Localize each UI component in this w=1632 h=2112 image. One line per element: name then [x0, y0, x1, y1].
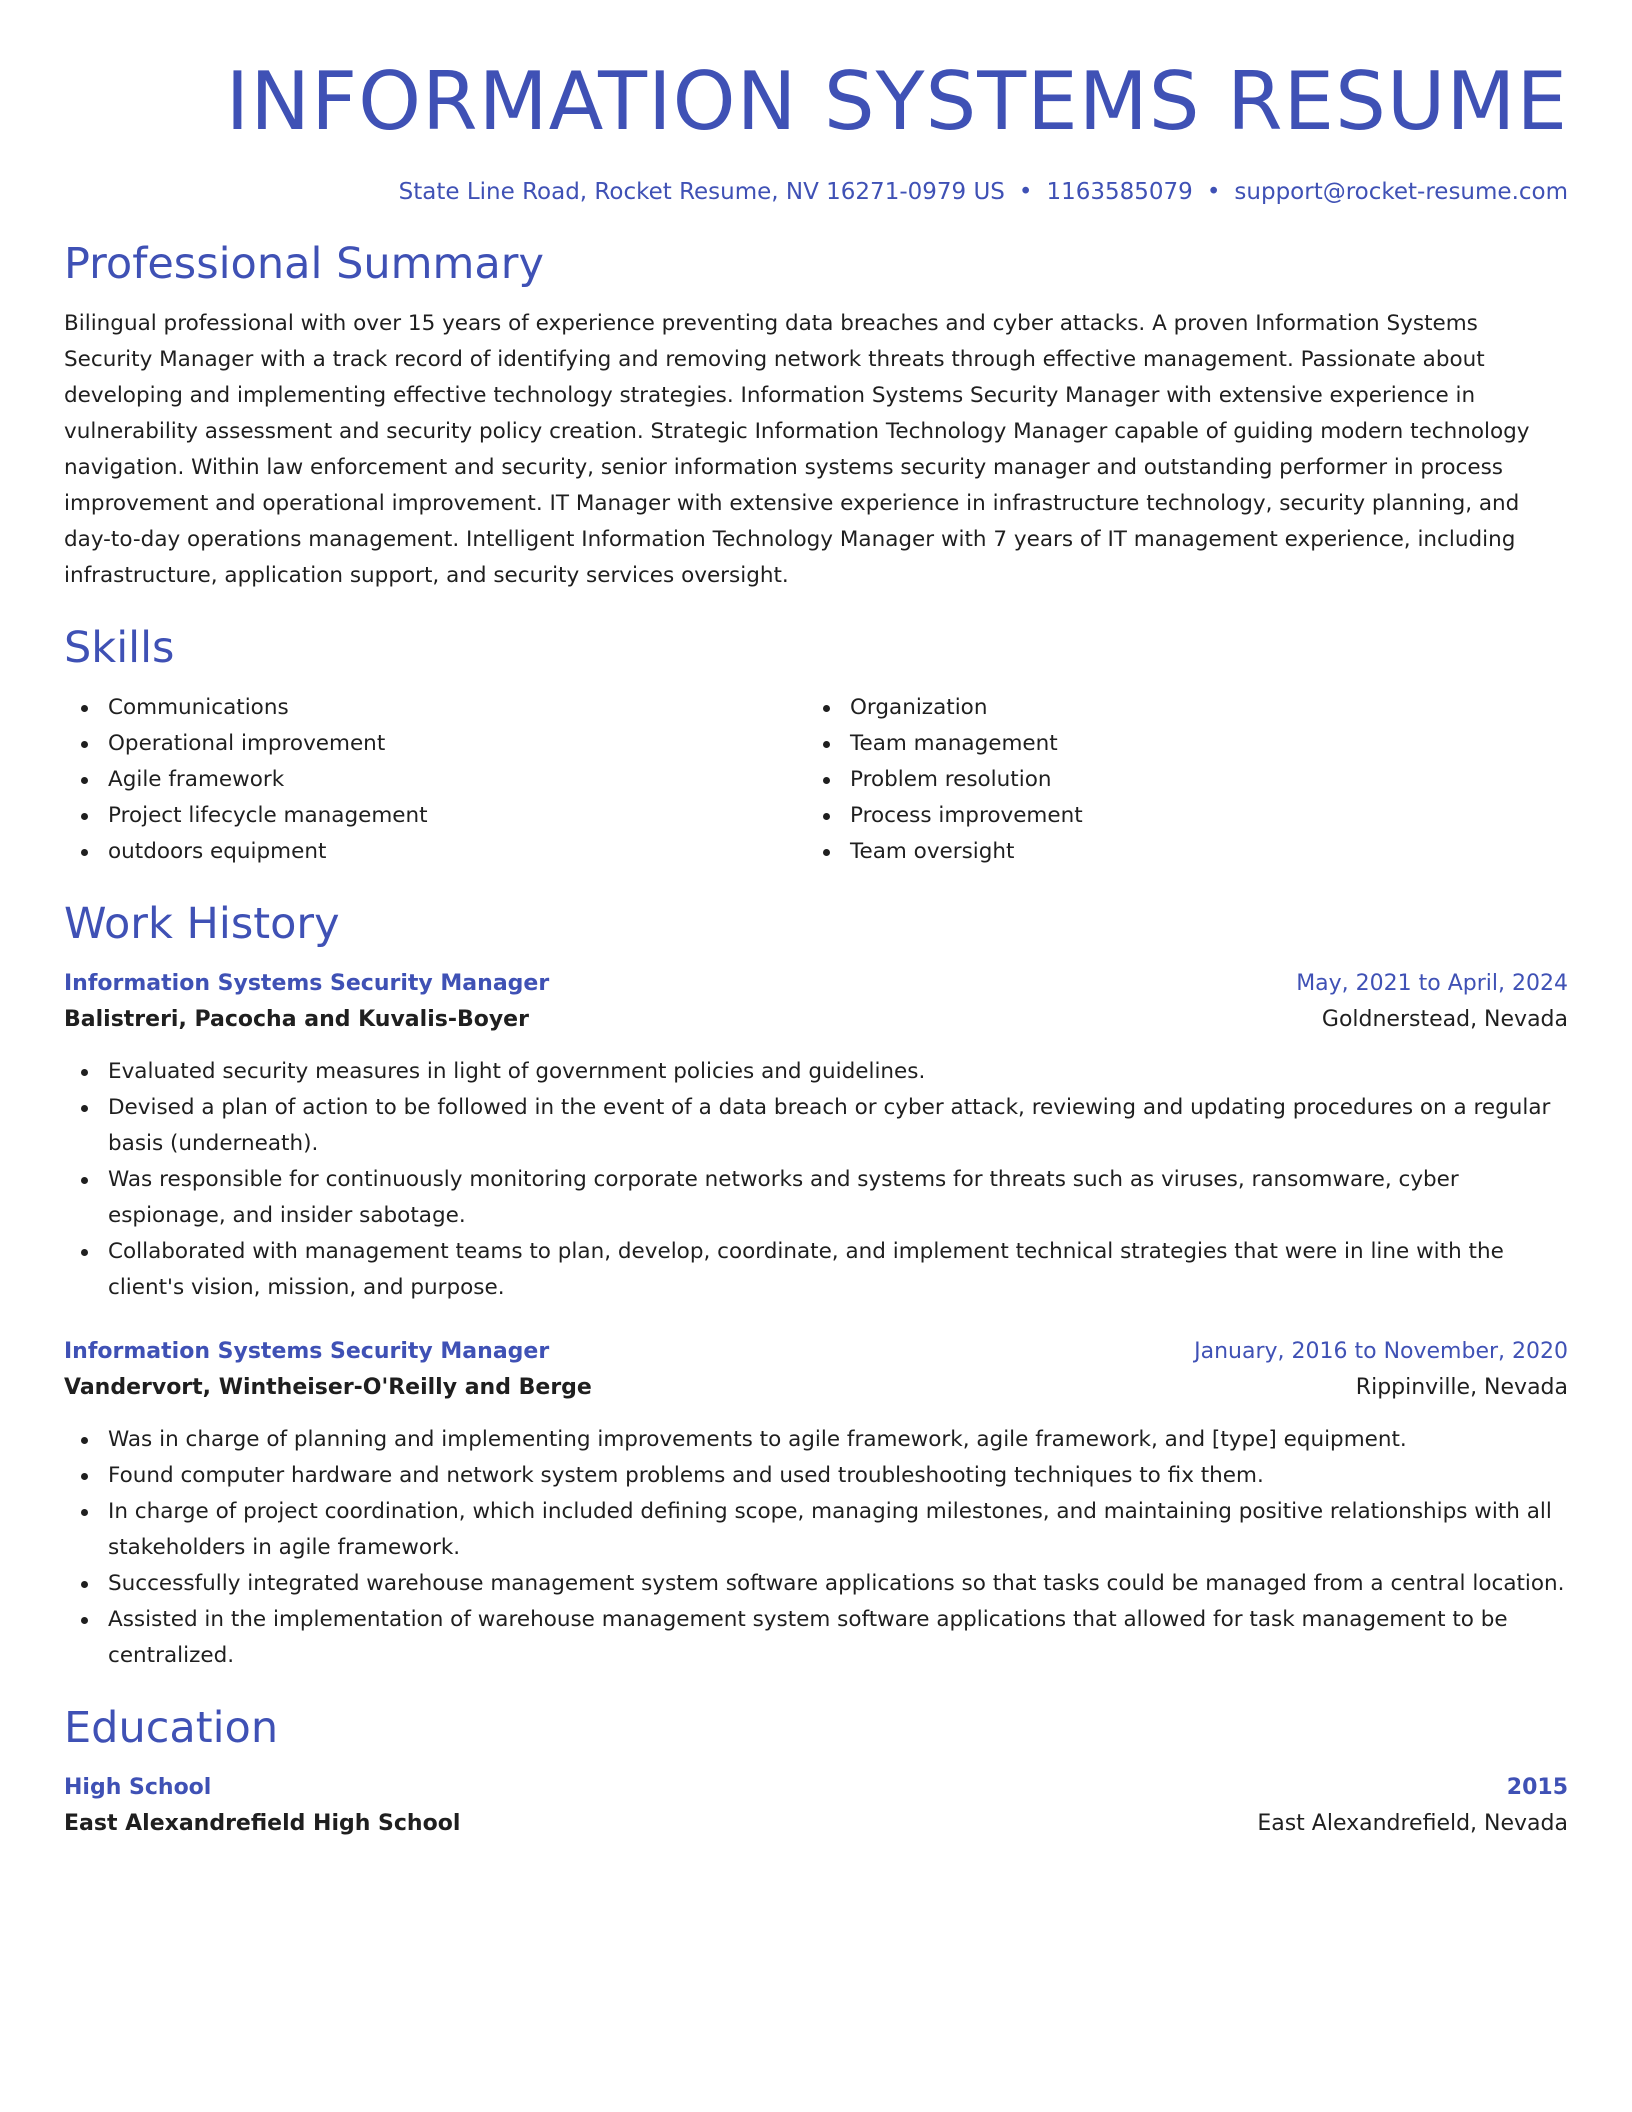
skill-item: Team oversight: [806, 834, 1548, 870]
skill-item: Project lifecycle management: [64, 798, 806, 834]
job-dates: May, 2021 to April, 2024: [1296, 971, 1568, 996]
job-bullet: In charge of project coordination, which included defining scope, managing milestones, and maintaining positive relationships with all stakeholders in agile framework.: [64, 1494, 1568, 1566]
education-heading: Education: [64, 1703, 279, 1753]
job-entry: [64, 1334, 1568, 1674]
job-entry: [64, 966, 1568, 1306]
job-location: Rippinville, Nevada: [1355, 1375, 1568, 1400]
job-subheader: [64, 1370, 1568, 1406]
job-company: Balistreri, Pacocha and Kuvalis-Boyer: [64, 1007, 529, 1032]
job-subheader: [64, 1002, 1568, 1038]
job-bullets: [64, 1422, 1568, 1674]
work-history-heading: Work History: [64, 899, 340, 949]
education-location: East Alexandrefield, Nevada: [1257, 1811, 1568, 1836]
job-role: Information Systems Security Manager: [64, 971, 550, 996]
skills-column-right: [806, 690, 1548, 870]
education-subheader: [64, 1806, 1568, 1842]
skill-item: outdoors equipment: [64, 834, 806, 870]
skill-item: Process improvement: [806, 798, 1548, 834]
skill-item: Agile framework: [64, 762, 806, 798]
job-role: Information Systems Security Manager: [64, 1339, 550, 1364]
education-year: 2015: [1506, 1775, 1568, 1800]
job-bullet: Devised a plan of action to be followed in the event of a data breach or cyber attack, reviewing and updating procedures on a regular basis (underneath).: [64, 1090, 1568, 1162]
job-dates: January, 2016 to November, 2020: [1194, 1339, 1568, 1364]
skills-column-left: [64, 690, 806, 870]
summary-heading: Professional Summary: [64, 239, 544, 289]
contact-separator: •: [1206, 179, 1221, 205]
job-bullet: Evaluated security measures in light of government policies and guidelines.: [64, 1054, 1568, 1090]
job-company: Vandervort, Wintheiser-O'Reilly and Berge: [64, 1375, 592, 1400]
job-header: [64, 966, 1568, 1002]
education-header: [64, 1770, 1568, 1806]
contact-line: [64, 176, 1568, 208]
education-degree: High School: [64, 1775, 212, 1800]
job-bullet: Was responsible for continuously monitoring corporate networks and systems for threats such as viruses, ransomware, cyber espionage, and insider sabotage.: [64, 1162, 1568, 1234]
skill-item: Communications: [64, 690, 806, 726]
job-bullets: [64, 1054, 1568, 1306]
job-bullet: Successfully integrated warehouse management system software applications so that tasks could be managed from a central location.: [64, 1566, 1568, 1602]
page-title: INFORMATION SYSTEMS RESUME: [225, 55, 1568, 148]
skills-list: [64, 690, 1568, 870]
job-bullet: Collaborated with management teams to plan, develop, coordinate, and implement technical strategies that were in line with the client's vision, mission, and purpose.: [64, 1234, 1568, 1306]
contact-address: State Line Road, Rocket Resume, NV 16271-0979 US: [398, 179, 1005, 205]
skills-heading: Skills: [64, 623, 175, 673]
contact-separator: •: [1018, 179, 1033, 205]
job-bullet: Assisted in the implementation of warehouse management system software applications that allowed for task management to be centralized.: [64, 1602, 1568, 1674]
job-header: [64, 1334, 1568, 1370]
education-entry: [64, 1770, 1568, 1842]
job-bullet: Found computer hardware and network system problems and used troubleshooting techniques to fix them.: [64, 1458, 1568, 1494]
skill-item: Problem resolution: [806, 762, 1548, 798]
job-bullet: Was in charge of planning and implementing improvements to agile framework, agile framework, and [type] equipment.: [64, 1422, 1568, 1458]
skill-item: Operational improvement: [64, 726, 806, 762]
contact-email[interactable]: support@rocket-resume.com: [1234, 179, 1568, 205]
summary-text: Bilingual professional with over 15 years of experience preventing data breaches and cyber attacks. A proven Information Systems Security Manager with a track record of identifying and removing network threats through effective management. Passionate about developing and implementing effective technology strategies. Information Systems Security Manager with extensive experience in vulnerability assessment and security policy creation. Strategic Information Technology Manager capable of guiding modern technology navigation. Within law enforcement and security, senior information systems security manager and outstanding performer in process improvement and operational improvement. IT Manager with extensive experience in infrastructure technology, security planning, and day-to-day operations management. Intelligent Information Technology Manager with 7 years of IT management experience, including infrastructure, application support, and security services oversight.: [64, 311, 1530, 588]
contact-phone: 1163585079: [1046, 179, 1193, 205]
skill-item: Team management: [806, 726, 1548, 762]
education-school: East Alexandrefield High School: [64, 1811, 461, 1836]
job-location: Goldnerstead, Nevada: [1321, 1007, 1568, 1032]
skill-item: Organization: [806, 690, 1548, 726]
